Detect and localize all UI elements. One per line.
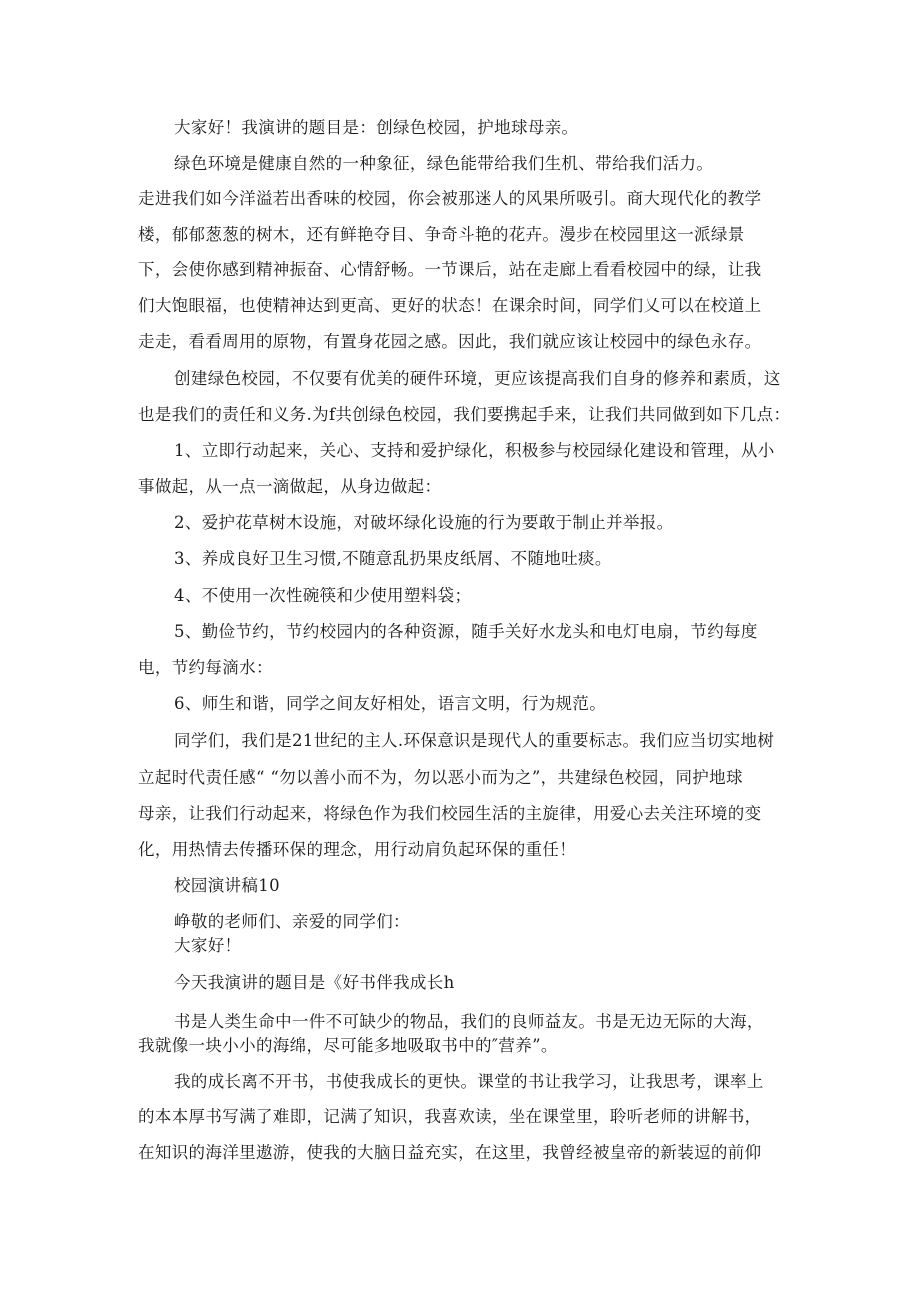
greeting-line: 大家好！	[174, 936, 242, 955]
list-item-line: 2、爱护花草树木设施，对破坏绿化设施的行为要敢于制止并举报。	[174, 513, 674, 532]
paragraph-line: 们大饱眼福，也使精神达到更高、更好的状态！在课余时间，同学们乂可以在校道上	[138, 296, 762, 315]
paragraph-line: 同学们，我们是21世纪的主人.环保意识是现代人的重要标志。我们应当切实地树	[174, 731, 775, 750]
section-title: 校园演讲稿10	[174, 876, 280, 895]
paragraph-line: 也是我们的责任和义务.为f共创绿色校园，我们要携起手来，让我们共同做到如下几点：	[138, 405, 791, 424]
paragraph-line: 母亲，让我们行动起来，将绿色作为我们校园生活的主旋律，用爱心去关注环境的变	[138, 804, 762, 823]
paragraph-line: 绿色环境是健康自然的一种象征，绿色能带给我们生机、带给我们活力。	[174, 154, 714, 173]
paragraph-line: 大家好！我演讲的题目是：创绿色校园，护地球母亲。	[174, 118, 579, 137]
paragraph-line: 走走，看看周用的原物，有置身花园之感。因此，我们就应该让校园中的绿色永存。	[138, 332, 762, 351]
salutation-line: 峥敬的老师们、亲爱的同学们：	[174, 912, 410, 931]
paragraph-line: 我就像一块小小的海绵，尽可能多地吸取书中的″营养”。	[138, 1036, 558, 1055]
paragraph-line: 楼，郁郁葱葱的树木，还有鲜艳夺目、争奇斗艳的花卉。漫步在校园里这一派绿景	[138, 225, 745, 244]
list-item-line: 4、不使用一次性碗筷和少使用塑料袋；	[174, 586, 472, 605]
paragraph-line: 走进我们如今洋溢若出香味的校园，你会被那迷人的风果所吸引。商大现代化的教学	[138, 189, 762, 208]
paragraph-line: 下，会使你感到精神振奋、心情舒畅。一节课后，站在走廊上看看校园中的绿，让我	[138, 260, 762, 279]
list-item-line: 6、师生和谐，同学之间友好相处，语言文明，行为规范。	[174, 694, 607, 713]
list-item-line: 5、勤俭节约，节约校园内的各种资源，随手关好水龙头和电灯电扇，节约每度	[174, 622, 758, 641]
list-item-line: 电，节约每滴水：	[138, 658, 273, 677]
paragraph-line: 今天我演讲的题目是《好书伴我成长h	[174, 973, 455, 992]
list-item-line: 事做起，从一点一滴做起，从身边做起：	[138, 477, 442, 496]
paragraph-line: 立起时代责任感“ “勿以善小而不为，勿以恶小而为之”，共建绿色校园，同护地球	[138, 768, 743, 787]
paragraph-line: 书是人类生命中一件不可缺少的物品，我们的良师益友。书是无边无际的大海，	[174, 1012, 764, 1031]
paragraph-line: 我的成长离不开书，书使我成长的更快。课堂的书让我学习，让我思考，课率上	[174, 1072, 764, 1091]
list-item-line: 3、养成良好卫生习惯,不随意乱扔果皮纸屑、不随地吐痰。	[174, 549, 612, 568]
list-item-line: 1、立即行动起来，关心、支持和爱护绿化，积极参与校园绿化建设和管理，从小	[174, 441, 775, 460]
paragraph-line: 在知识的海洋里遨游，使我的大脑日益充实，在这里，我曾经被皇帝的新装逗的前仰	[138, 1143, 762, 1162]
paragraph-line: 的本本厚书写满了难即，记满了知识，我喜欢读，坐在课堂里，聆听老师的讲解书，	[138, 1107, 762, 1126]
paragraph-line: 化，用热情去传播环保的理念，用行动肩负起环保的重任！	[138, 840, 577, 859]
paragraph-line: 创建绿色校园，不仅要有优美的硬件环境，更应该提高我们自身的修养和素质，这	[174, 369, 781, 388]
